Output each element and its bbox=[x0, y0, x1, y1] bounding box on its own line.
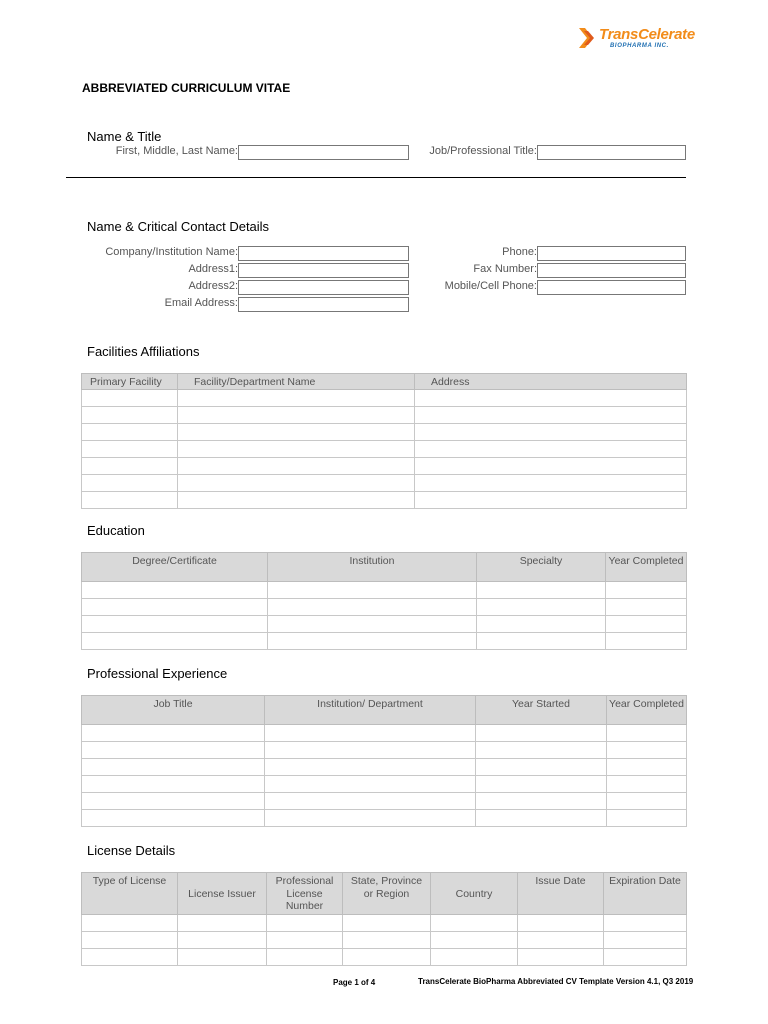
facilities-table bbox=[81, 373, 687, 509]
mobile-field[interactable] bbox=[537, 280, 686, 295]
section-heading-experience: Professional Experience bbox=[87, 666, 228, 681]
education-table bbox=[81, 552, 687, 650]
table-cell[interactable] bbox=[178, 915, 267, 932]
table-cell[interactable] bbox=[265, 776, 476, 793]
phone-field[interactable] bbox=[537, 246, 686, 261]
column-header-year-completed: Year Completed bbox=[607, 696, 687, 725]
table-row bbox=[82, 457, 687, 474]
table-cell[interactable] bbox=[82, 440, 178, 457]
table-cell[interactable] bbox=[267, 949, 343, 966]
phone-label: Phone: bbox=[502, 246, 537, 258]
table-row bbox=[82, 616, 687, 633]
table-cell[interactable] bbox=[606, 582, 687, 599]
table-cell[interactable] bbox=[607, 742, 687, 759]
table-cell[interactable] bbox=[267, 915, 343, 932]
email-field[interactable] bbox=[238, 297, 409, 312]
table-cell[interactable] bbox=[267, 932, 343, 949]
table-row bbox=[82, 491, 687, 508]
table-cell[interactable] bbox=[265, 793, 476, 810]
table-cell[interactable] bbox=[82, 810, 265, 827]
table-cell[interactable] bbox=[178, 423, 415, 440]
table-cell[interactable] bbox=[518, 932, 604, 949]
table-cell[interactable] bbox=[606, 599, 687, 616]
table-cell[interactable] bbox=[476, 725, 607, 742]
table-cell[interactable] bbox=[82, 599, 268, 616]
table-cell[interactable] bbox=[604, 932, 687, 949]
table-cell[interactable] bbox=[415, 491, 687, 508]
name-field[interactable] bbox=[238, 145, 409, 160]
table-cell[interactable] bbox=[477, 582, 606, 599]
section-divider bbox=[66, 177, 686, 178]
fax-label: Fax Number: bbox=[473, 263, 537, 275]
column-header-specialty: Specialty bbox=[477, 553, 606, 582]
table-row bbox=[82, 725, 687, 742]
table-cell[interactable] bbox=[82, 389, 178, 406]
column-header-facility-name: Facility/Department Name bbox=[178, 374, 415, 390]
table-cell[interactable] bbox=[476, 759, 607, 776]
table-row bbox=[82, 915, 687, 932]
address1-label: Address1: bbox=[188, 263, 238, 275]
table-cell[interactable] bbox=[431, 932, 518, 949]
address1-field[interactable] bbox=[238, 263, 409, 278]
section-heading-contact: Name & Critical Contact Details bbox=[87, 219, 270, 234]
table-cell[interactable] bbox=[477, 599, 606, 616]
table-cell[interactable] bbox=[82, 793, 265, 810]
fax-field[interactable] bbox=[537, 263, 686, 278]
table-cell[interactable] bbox=[178, 406, 415, 423]
table-cell[interactable] bbox=[431, 915, 518, 932]
column-header-license-issuer: License Issuer bbox=[178, 873, 267, 915]
table-cell[interactable] bbox=[518, 915, 604, 932]
table-cell[interactable] bbox=[82, 776, 265, 793]
table-cell[interactable] bbox=[82, 616, 268, 633]
column-header-type-of-license: Type of License bbox=[82, 873, 178, 915]
table-cell[interactable] bbox=[82, 457, 178, 474]
table-cell[interactable] bbox=[178, 389, 415, 406]
section-heading-license: License Details bbox=[87, 843, 176, 858]
logo-brand-name: TransCelerate bbox=[599, 26, 695, 43]
table-cell[interactable] bbox=[343, 932, 431, 949]
table-cell[interactable] bbox=[606, 616, 687, 633]
table-cell[interactable] bbox=[82, 633, 268, 650]
table-cell[interactable] bbox=[82, 759, 265, 776]
job-title-field[interactable] bbox=[537, 145, 686, 160]
mobile-label: Mobile/Cell Phone: bbox=[444, 280, 537, 292]
table-row bbox=[82, 474, 687, 491]
table-cell[interactable] bbox=[265, 725, 476, 742]
table-cell[interactable] bbox=[415, 389, 687, 406]
table-cell[interactable] bbox=[82, 474, 178, 491]
table-cell[interactable] bbox=[415, 423, 687, 440]
table-cell[interactable] bbox=[343, 915, 431, 932]
address2-field[interactable] bbox=[238, 280, 409, 295]
column-header-address: Address bbox=[415, 374, 687, 390]
table-row bbox=[82, 793, 687, 810]
table-cell[interactable] bbox=[476, 776, 607, 793]
table-cell[interactable] bbox=[82, 725, 265, 742]
table-cell[interactable] bbox=[268, 582, 477, 599]
table-cell[interactable] bbox=[82, 406, 178, 423]
table-cell[interactable] bbox=[178, 474, 415, 491]
table-cell[interactable] bbox=[268, 616, 477, 633]
table-cell[interactable] bbox=[265, 810, 476, 827]
table-row bbox=[82, 810, 687, 827]
column-header-license-number: Professional License Number bbox=[267, 873, 343, 915]
table-cell[interactable] bbox=[82, 582, 268, 599]
table-cell[interactable] bbox=[82, 949, 178, 966]
column-header-expiration-date: Expiration Date bbox=[604, 873, 687, 915]
table-row bbox=[82, 949, 687, 966]
address2-label: Address2: bbox=[188, 280, 238, 292]
table-row bbox=[82, 406, 687, 423]
table-cell[interactable] bbox=[82, 932, 178, 949]
experience-table bbox=[81, 695, 687, 827]
table-cell[interactable] bbox=[607, 776, 687, 793]
section-heading-name-title: Name & Title bbox=[87, 129, 162, 144]
table-row bbox=[82, 582, 687, 599]
table-cell[interactable] bbox=[477, 633, 606, 650]
table-cell[interactable] bbox=[82, 915, 178, 932]
table-cell[interactable] bbox=[607, 759, 687, 776]
table-cell[interactable] bbox=[415, 457, 687, 474]
table-cell[interactable] bbox=[476, 810, 607, 827]
chevron-logo-icon bbox=[579, 28, 597, 48]
column-header-state-province: State, Province or Region bbox=[343, 873, 431, 915]
table-cell[interactable] bbox=[476, 793, 607, 810]
table-cell[interactable] bbox=[343, 949, 431, 966]
document-title: ABBREVIATED CURRICULUM VITAE bbox=[82, 81, 291, 95]
table-cell[interactable] bbox=[178, 491, 415, 508]
table-cell[interactable] bbox=[607, 725, 687, 742]
table-cell[interactable] bbox=[477, 616, 606, 633]
table-cell[interactable] bbox=[178, 457, 415, 474]
table-row bbox=[82, 932, 687, 949]
table-cell[interactable] bbox=[606, 633, 687, 650]
column-header-issue-date: Issue Date bbox=[518, 873, 604, 915]
column-header-year-completed: Year Completed bbox=[606, 553, 687, 582]
table-cell[interactable] bbox=[82, 423, 178, 440]
table-cell[interactable] bbox=[604, 949, 687, 966]
table-cell[interactable] bbox=[604, 915, 687, 932]
column-header-institution: Institution bbox=[268, 553, 477, 582]
table-row bbox=[82, 633, 687, 650]
column-header-degree: Degree/Certificate bbox=[82, 553, 268, 582]
table-cell[interactable] bbox=[178, 949, 267, 966]
table-cell[interactable] bbox=[607, 810, 687, 827]
section-heading-education: Education bbox=[87, 523, 145, 538]
column-header-institution-department: Institution/ Department bbox=[265, 696, 476, 725]
column-header-primary-facility: Primary Facility bbox=[82, 374, 178, 390]
table-cell[interactable] bbox=[518, 949, 604, 966]
logo-subtitle: BIOPHARMA INC. bbox=[610, 43, 669, 49]
license-table bbox=[81, 872, 687, 966]
table-cell[interactable] bbox=[476, 742, 607, 759]
table-row bbox=[82, 759, 687, 776]
table-cell[interactable] bbox=[268, 633, 477, 650]
table-cell[interactable] bbox=[178, 932, 267, 949]
column-header-job-title: Job Title bbox=[82, 696, 265, 725]
section-heading-facilities: Facilities Affiliations bbox=[87, 344, 200, 359]
table-cell[interactable] bbox=[431, 949, 518, 966]
transcelerate-logo bbox=[579, 26, 699, 56]
email-label: Email Address: bbox=[164, 297, 238, 309]
table-cell[interactable] bbox=[82, 742, 265, 759]
table-cell[interactable] bbox=[415, 474, 687, 491]
table-row bbox=[82, 742, 687, 759]
table-cell[interactable] bbox=[178, 440, 415, 457]
column-header-year-started: Year Started bbox=[476, 696, 607, 725]
company-field[interactable] bbox=[238, 246, 409, 261]
table-cell[interactable] bbox=[415, 440, 687, 457]
table-cell[interactable] bbox=[415, 406, 687, 423]
table-row bbox=[82, 423, 687, 440]
table-cell[interactable] bbox=[265, 742, 476, 759]
table-row bbox=[82, 776, 687, 793]
column-header-country: Country bbox=[431, 873, 518, 915]
table-row bbox=[82, 440, 687, 457]
table-cell[interactable] bbox=[268, 599, 477, 616]
job-title-label: Job/Professional Title: bbox=[429, 145, 537, 157]
name-label: First, Middle, Last Name: bbox=[115, 145, 238, 157]
footer-version: TransCelerate BioPharma Abbreviated CV Template Version 4.1, Q3 2019 bbox=[418, 977, 694, 986]
table-row bbox=[82, 599, 687, 616]
table-row bbox=[82, 389, 687, 406]
table-cell[interactable] bbox=[607, 793, 687, 810]
table-cell[interactable] bbox=[265, 759, 476, 776]
company-label: Company/Institution Name: bbox=[105, 246, 238, 258]
table-cell[interactable] bbox=[82, 491, 178, 508]
footer-page-number: Page 1 of 4 bbox=[333, 978, 376, 987]
